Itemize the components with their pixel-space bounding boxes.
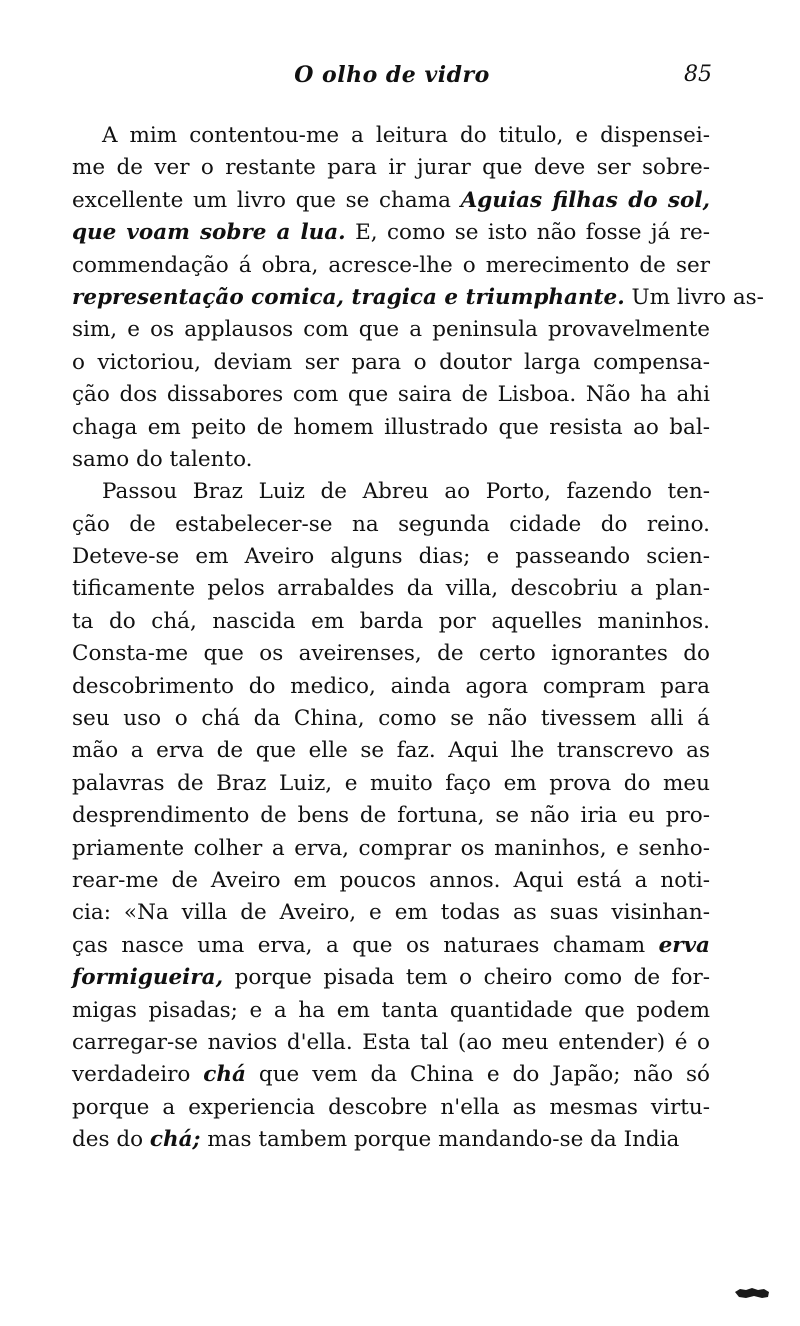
text-segment: ças nasce uma erva, a que os naturaes chamam xyxy=(72,932,659,958)
text-line xyxy=(72,671,710,703)
text-segment: carregar-se navios d'ella. Esta tal (ao meu entender) é o xyxy=(72,1029,710,1055)
italic-segment: formigueira, xyxy=(72,965,224,991)
text-line xyxy=(72,152,710,184)
text-line xyxy=(72,282,764,314)
text-segment: sim, e os applausos com que a peninsula provavelmente xyxy=(72,317,710,343)
text-line xyxy=(72,703,710,735)
text-line xyxy=(72,444,710,476)
text-segment: desprendimento de bens de fortuna, se não iria eu pro- xyxy=(72,803,710,829)
text-line xyxy=(72,865,710,897)
text-segment: A mim contentou-me a leitura do titulo, e dispensei- xyxy=(102,123,710,148)
text-segment: commendação á obra, acresce-lhe o merecimento de ser xyxy=(72,252,710,278)
text-line xyxy=(72,573,710,605)
italic-segment: Aguias filhas do sol, xyxy=(460,187,710,213)
text-line xyxy=(72,930,710,962)
text-line xyxy=(72,1124,710,1156)
text-segment: ta do chá, nascida em barda por aquelles maninhos. xyxy=(72,608,710,634)
text-line xyxy=(72,735,710,767)
text-line xyxy=(72,217,710,249)
text-line xyxy=(72,509,710,541)
text-segment: ção de estabelecer-se na segunda cidade do reino. xyxy=(72,511,710,537)
text-line xyxy=(72,606,710,638)
text-segment: samo do talento. xyxy=(72,446,253,472)
running-header xyxy=(72,62,712,92)
text-line xyxy=(72,897,710,929)
text-segment: mão a erva de que elle se faz. Aqui lhe transcrevo as xyxy=(72,738,710,764)
text-segment: porque a experiencia descobre n'ella as mesmas virtu- xyxy=(72,1094,710,1120)
text-line xyxy=(72,1027,710,1059)
text-line xyxy=(72,1059,710,1091)
text-segment: verdadeiro xyxy=(72,1062,204,1088)
italic-segment: representação comica, tragica e triumphante. xyxy=(72,284,625,310)
text-segment: ção dos dissabores com que saira de Lisboa. Não ha ahi xyxy=(72,382,710,408)
italic-segment: erva xyxy=(658,932,710,958)
text-line xyxy=(72,250,710,282)
ink-smudge-mark xyxy=(734,1286,770,1300)
text-line xyxy=(72,995,710,1027)
text-segment: chaga em peito de homem illustrado que resista ao bal- xyxy=(72,414,710,440)
page-number: 85 xyxy=(684,62,712,87)
text-line xyxy=(72,120,710,152)
text-line xyxy=(72,476,710,508)
text-segment: o victoriou, deviam ser para o doutor larga compensa- xyxy=(72,349,710,375)
text-segment: E, como se isto não fosse já re- xyxy=(345,220,710,246)
italic-segment: chá xyxy=(203,1062,246,1088)
text-segment: Consta-me que os aveirenses, de certo ignorantes do xyxy=(72,641,710,667)
text-segment: rear-me de Aveiro em poucos annos. Aqui está a noti- xyxy=(72,867,710,893)
text-line xyxy=(72,347,710,379)
text-segment: mas tambem porque mandando-se da India xyxy=(200,1127,680,1153)
text-segment: priamente colher a erva, comprar os maninhos, e senho- xyxy=(72,835,710,861)
text-line xyxy=(72,768,710,800)
text-segment: descobrimento do medico, ainda agora compram para xyxy=(72,673,710,699)
text-line xyxy=(72,185,710,217)
text-line xyxy=(72,1092,710,1124)
text-segment: Deteve-se em Aveiro alguns dias; e passeando scien- xyxy=(72,544,710,570)
text-line xyxy=(72,638,710,670)
text-line xyxy=(72,962,710,994)
text-segment: Passou Braz Luiz de Abreu ao Porto, fazendo ten- xyxy=(102,479,710,505)
text-line xyxy=(72,314,710,346)
text-segment: me de ver o restante para ir jurar que deve ser sobre- xyxy=(72,155,710,181)
text-line xyxy=(72,412,710,444)
text-segment: cia: «Na villa de Aveiro, e em todas as suas visinhan- xyxy=(72,900,710,926)
text-segment: seu uso o chá da China, como se não tivessem alli á xyxy=(72,706,710,732)
text-segment: des do xyxy=(72,1127,150,1153)
body-text xyxy=(72,120,764,1157)
text-segment: que vem da China e do Japão; não só xyxy=(245,1062,710,1088)
italic-segment: chá; xyxy=(149,1127,201,1153)
text-segment: porque pisada tem o cheiro como de for- xyxy=(223,965,710,991)
text-line xyxy=(72,833,710,865)
running-title: O olho de vidro xyxy=(294,62,490,88)
text-line xyxy=(72,541,710,573)
text-line xyxy=(72,379,710,411)
italic-segment: que voam sobre a lua. xyxy=(72,220,346,246)
text-segment: excellente um livro que se chama xyxy=(72,187,461,213)
text-segment: migas pisadas; e a ha em tanta quantidade que podem xyxy=(72,997,710,1023)
text-segment: Um livro as- xyxy=(624,284,764,310)
text-segment: tificamente pelos arrabaldes da villa, descobriu a plan- xyxy=(72,576,710,602)
text-segment: palavras de Braz Luiz, e muito faço em prova do meu xyxy=(72,770,710,796)
text-line xyxy=(72,800,710,832)
